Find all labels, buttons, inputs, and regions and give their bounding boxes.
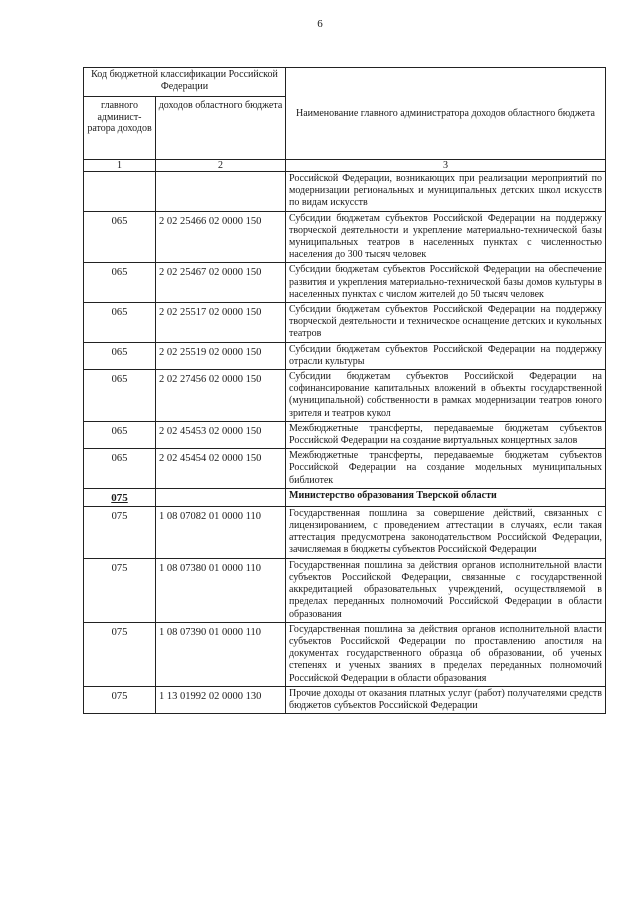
table-row xyxy=(84,449,606,489)
income-name-cell: Государственная пошлина за действия органов исполнительной власти субъектов Российской Федерации по проставлению апостиля на документах государственного образца об образовании, об ученых степенях и ученых званиях в пределах переданных полномочий Российской Федерации в области образования xyxy=(286,622,606,686)
admin-code-cell: 065 xyxy=(84,303,156,343)
income-name-cell: Прочие доходы от оказания платных услуг (работ) получателями средств бюджетов субъектов Российской Федерации xyxy=(286,686,606,713)
income-code-cell: 1 08 07390 01 0000 110 xyxy=(156,622,286,686)
income-name-cell: Субсидии бюджетам субъектов Российской Федерации на поддержку творческой деятельности и техническое оснащение детских и кукольных театров xyxy=(286,303,606,343)
income-code-cell xyxy=(156,488,286,506)
column-number-1: 1 xyxy=(84,160,156,172)
table-row xyxy=(84,211,606,263)
income-code-cell: 2 02 25466 02 0000 150 xyxy=(156,211,286,263)
table-row xyxy=(84,686,606,713)
table-row xyxy=(84,421,606,448)
table-row xyxy=(84,370,606,422)
admin-code-cell xyxy=(84,172,156,212)
income-code-cell: 2 02 25467 02 0000 150 xyxy=(156,263,286,303)
admin-code-cell: 075 xyxy=(84,488,156,506)
admin-code-cell: 065 xyxy=(84,211,156,263)
admin-code-cell: 075 xyxy=(84,558,156,622)
column-number-2: 2 xyxy=(156,160,286,172)
income-name-cell: Государственная пошлина за действия органов исполнительной власти субъектов Российской Федерации, связанные с государственной аккредитацией образовательных учреждений, осуществляемой в пределах переданных полномочий Российской Федерации в области образования xyxy=(286,558,606,622)
admin-code-cell: 075 xyxy=(84,506,156,558)
income-code-cell: 2 02 45454 02 0000 150 xyxy=(156,449,286,489)
income-name-cell: Межбюджетные трансферты, передаваемые бюджетам субъектов Российской Федерации на создание модельных муниципальных библиотек xyxy=(286,449,606,489)
header-administrator-name: Наименование главного администратора доходов областного бюджета xyxy=(286,68,606,160)
income-name-cell: Субсидии бюджетам субъектов Российской Федерации на поддержку отрасли культуры xyxy=(286,342,606,369)
admin-code-cell: 065 xyxy=(84,421,156,448)
income-code-cell: 1 13 01992 02 0000 130 xyxy=(156,686,286,713)
table-row xyxy=(84,263,606,303)
header-main-administrator: главного админист-ратора доходов xyxy=(84,97,156,160)
income-code-cell: 2 02 25519 02 0000 150 xyxy=(156,342,286,369)
income-name-cell: Субсидии бюджетам субъектов Российской Федерации на софинансирование капитальных вложений в объекты государственной (муниципальной) собственности в рамках модернизации театров юного зрителя и театров кукол xyxy=(286,370,606,422)
income-code-cell: 1 08 07380 01 0000 110 xyxy=(156,558,286,622)
admin-code-cell: 065 xyxy=(84,263,156,303)
page-number: 6 xyxy=(317,18,323,30)
income-name-cell: Российской Федерации, возникающих при реализации мероприятий по модернизации региональных и муниципальных детских школ искусств по видам искусств xyxy=(286,172,606,212)
table-row xyxy=(84,622,606,686)
table-row xyxy=(84,506,606,558)
table-row xyxy=(84,342,606,369)
budget-classification-table xyxy=(83,67,606,714)
income-name-cell: Межбюджетные трансферты, передаваемые бюджетам субъектов Российской Федерации на создание виртуальных концертных залов xyxy=(286,421,606,448)
header-classification-code: Код бюджетной классификации Российской Федерации xyxy=(84,68,286,97)
admin-code-cell: 075 xyxy=(84,622,156,686)
income-name-cell: Государственная пошлина за совершение действий, связанных с лицензированием, с проведением аттестации в случаях, если такая аттестация предусмотрена законодательством Российской Федерации, зачисляемая в бюджеты субъектов Российской Федерации xyxy=(286,506,606,558)
column-number-3: 3 xyxy=(286,160,606,172)
income-name-cell: Субсидии бюджетам субъектов Российской Федерации на поддержку творческой деятельности и укрепление материально-технической базы муниципальных театров в населенных пунктах с численностью населения до 300 тысяч человек xyxy=(286,211,606,263)
income-code-cell: 2 02 45453 02 0000 150 xyxy=(156,421,286,448)
admin-code-cell: 065 xyxy=(84,370,156,422)
income-name-cell: Министерство образования Тверской области xyxy=(286,488,606,506)
section-row xyxy=(84,488,606,506)
income-code-cell: 2 02 25517 02 0000 150 xyxy=(156,303,286,343)
admin-code-cell: 065 xyxy=(84,342,156,369)
income-name-cell: Субсидии бюджетам субъектов Российской Федерации на обеспечение развития и укрепления материально-технической базы домов культуры в населенных пунктах с числом жителей до 50 тысяч человек xyxy=(286,263,606,303)
admin-code-cell: 075 xyxy=(84,686,156,713)
table-row xyxy=(84,303,606,343)
income-code-cell: 1 08 07082 01 0000 110 xyxy=(156,506,286,558)
income-code-cell: 2 02 27456 02 0000 150 xyxy=(156,370,286,422)
admin-code-cell: 065 xyxy=(84,449,156,489)
header-regional-income: доходов областного бюджета xyxy=(156,97,286,160)
income-code-cell xyxy=(156,172,286,212)
table-row xyxy=(84,558,606,622)
table-row xyxy=(84,172,606,212)
